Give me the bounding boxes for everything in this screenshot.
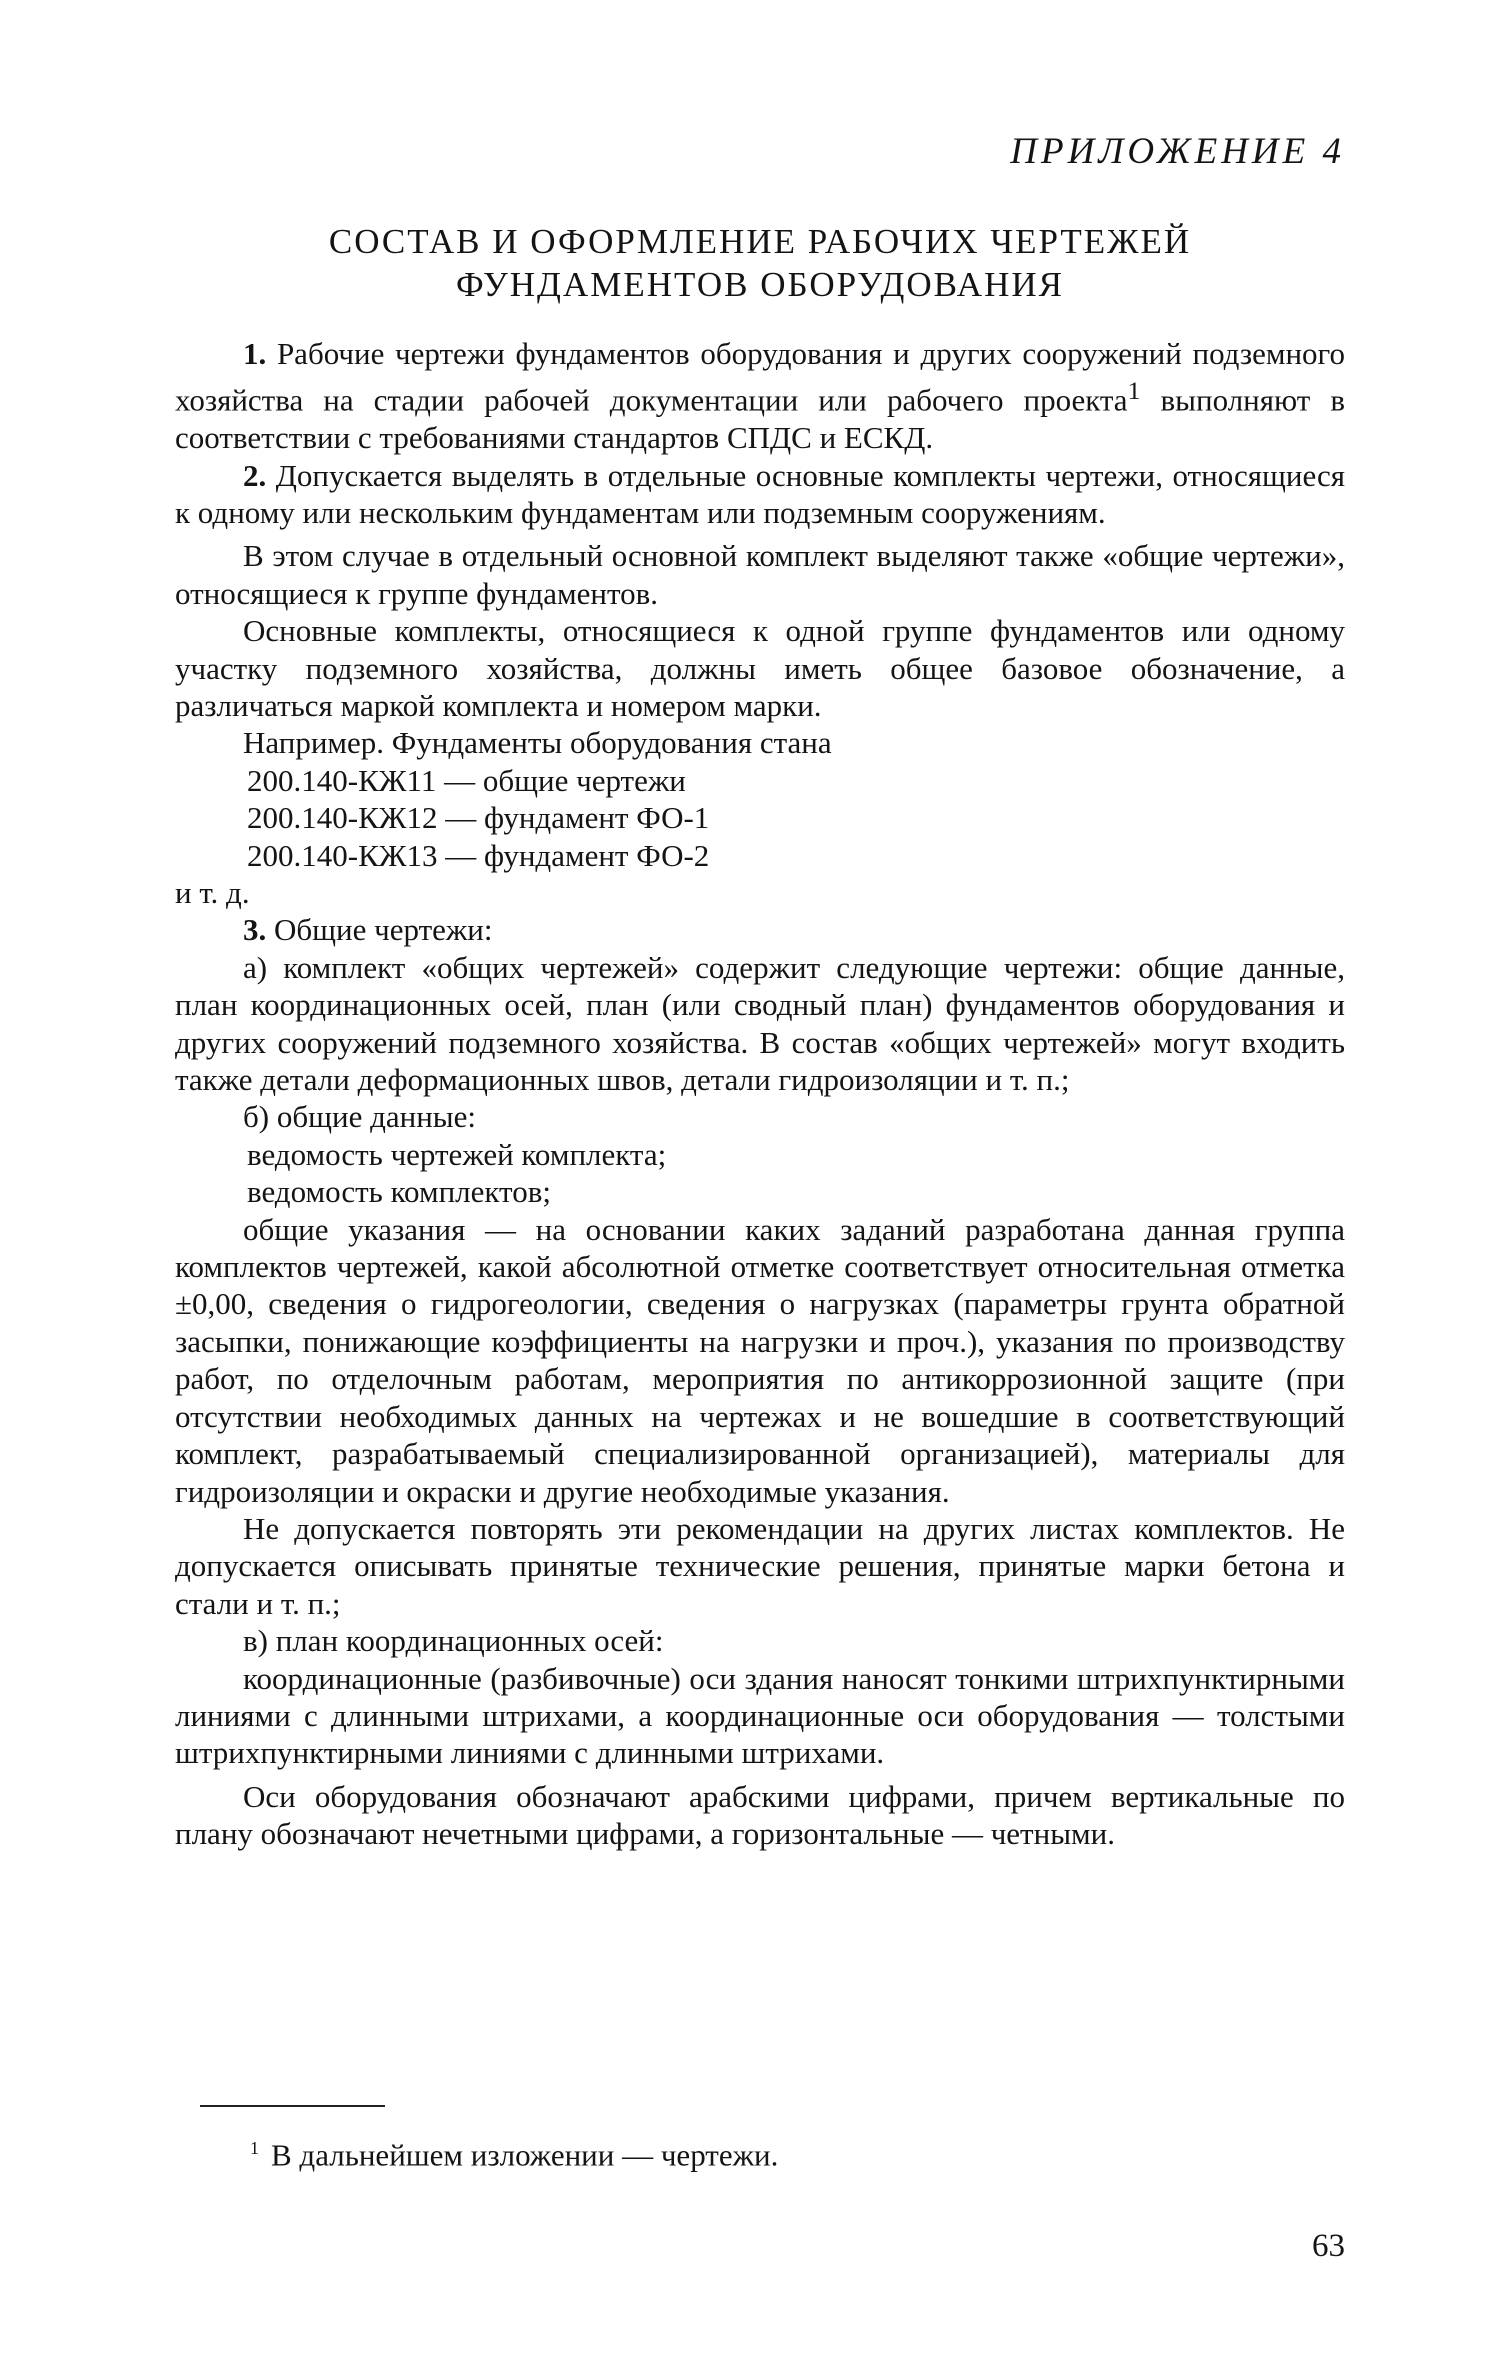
- paragraph-3-heading-text: Общие чертежи:: [266, 912, 493, 948]
- footnote-reference: 1: [1127, 376, 1141, 406]
- paragraph-3-heading: [175, 911, 1345, 948]
- paragraph-1-text-end: выполняют в соответствии с требованиями стандартов СПДС и ЕСКД.: [175, 382, 1345, 456]
- body-text: [175, 335, 1345, 1853]
- paragraph-1-text: Рабочие чертежи фундаментов оборудования и других сооружений подземного хозяйства на стадии рабочей документации или рабочего проекта: [175, 336, 1345, 418]
- item-v: в) план координационных осей:: [243, 1623, 664, 1659]
- page-number: 63: [1312, 2228, 1345, 2264]
- section-title-line-2: ФУНДАМЕНТОВ ОБОРУДОВАНИЯ: [456, 265, 1064, 304]
- paragraph-2-number: 2.: [243, 457, 267, 493]
- item-b-drawing-list: ведомость чертежей комплекта;: [247, 1136, 667, 1172]
- footnote-text: В дальнейшем изложении — чертежи.: [271, 2137, 779, 2173]
- example-item-1: 200.140-КЖ11 — общие чертежи: [247, 762, 686, 798]
- example-item-2: 200.140-КЖ12 — фундамент ФО-1: [247, 800, 710, 836]
- paragraph-1: [175, 335, 1345, 457]
- paragraph-separate-set: В этом случае в отдельный основной комплект выделяют также «общие чертежи», относящиеся к группе фундаментов.: [175, 538, 1345, 611]
- example-etc: и т. д.: [175, 875, 250, 911]
- footnote-divider: [200, 2105, 385, 2107]
- item-b-restriction: Не допускается повторять эти рекомендации на других листах комплектов. Не допускается описывать принятые технические решения, принятые марки бетона и стали и т. п.;: [175, 1510, 1345, 1621]
- footnote-marker: 1: [250, 2138, 259, 2158]
- section-title-line-1: СОСТАВ И ОФОРМЛЕНИЕ РАБОЧИХ ЧЕРТЕЖЕЙ: [328, 222, 1192, 261]
- paragraph-2-text: Допускается выделять в отдельные основные комплекты чертежи, относящиеся к одному или нескольким фундаментам или подземным сооружениям.: [175, 457, 1345, 530]
- item-v-axes-numbering: Оси оборудования обозначают арабскими цифрами, причем вертикальные по плану обозначают нечетными цифрами, а горизонтальные — четными.: [175, 1778, 1345, 1852]
- paragraph-3-number: 3.: [243, 912, 267, 948]
- item-b: б) общие данные:: [243, 1099, 476, 1135]
- example-intro: Например. Фундаменты оборудования стана: [243, 725, 832, 761]
- paragraph-1-number: 1.: [243, 336, 267, 371]
- item-b-general-notes: общие указания — на основании каких заданий разработана данная группа комплектов чертежей, какой абсолютной отметке соответствует относительная отметка ±0,00, сведения о гидрогеологии, сведения о нагрузках (параметры грунта обратной засыпки, понижающие коэффициенты на нагрузки и проч.), указания по производству работ, по отделочным работам, мероприятия по антикоррозионной защите (при отсутствии необходимых данных на чертежах и не вошедшие в соответствующий комплект, разрабатываемый специализированной организацией), материалы для гидроизоляции и окраски и другие необходимые указания.: [175, 1211, 1345, 1509]
- item-v-axes-lines: координационные (разбивочные) оси здания наносят тонкими штрихпунктирными линиями с длинными штрихами, а координационные оси оборудования — толстыми штрихпунктирными линиями с длинными штрихами.: [175, 1660, 1345, 1771]
- footnote: [250, 2128, 1250, 2175]
- example-item-3: 200.140-КЖ13 — фундамент ФО-2: [247, 837, 710, 873]
- appendix-label: ПРИЛОЖЕНИЕ 4: [1010, 131, 1345, 172]
- item-a: а) комплект «общих чертежей» содержит следующие чертежи: общие данные, план координационных осей, план (или сводный план) фундаментов оборудования и других сооружений подземного хозяйства. В состав «общих чертежей» могут входить также детали деформационных швов, детали гидроизоляции и т. п.;: [175, 949, 1345, 1098]
- paragraph-main-sets: Основные комплекты, относящиеся к одной группе фундаментов или одному участку подземного хозяйства, должны иметь общее базовое обозначение, а различаться маркой комплекта и номером марки.: [175, 613, 1345, 723]
- paragraph-2: [175, 457, 1345, 532]
- item-b-set-list: ведомость комплектов;: [247, 1174, 551, 1210]
